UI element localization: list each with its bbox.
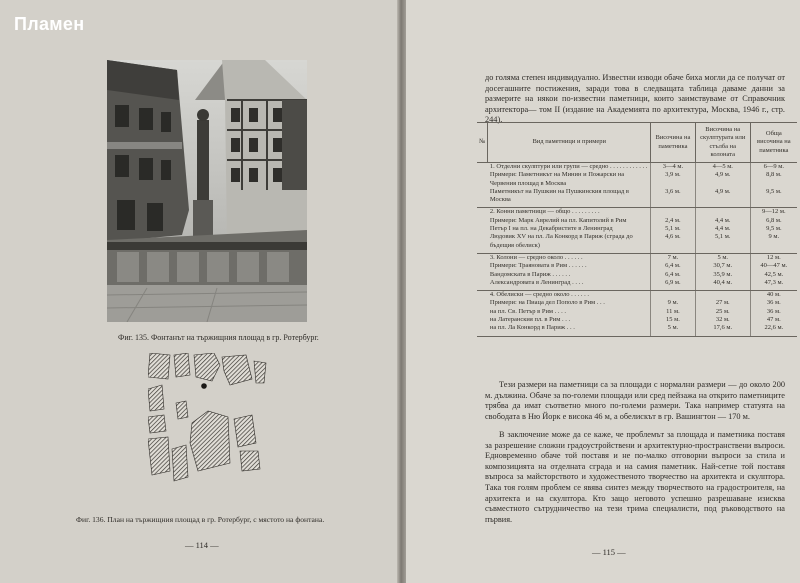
cell-type: Примери: Траяновата в Рим . . . . . . — [489, 262, 587, 270]
table-row — [477, 291, 797, 300]
table-row — [477, 324, 797, 336]
figure-135-caption: Фиг. 135. Фонтанът на тържищния площад в гр. Ротербург. — [118, 333, 319, 342]
header-height-sculpture: Височина на скулптурата или стълба на колоната — [695, 123, 750, 163]
cell-h1: 9 м. — [651, 299, 696, 307]
table-row — [477, 163, 797, 172]
header-type: Вид паметници и примери — [488, 123, 651, 163]
cell-type: Примери: Марк Аврелий на пл. Капитолий в Рим — [489, 216, 627, 224]
cell-h3: 47,3 м. — [750, 279, 797, 291]
table-row — [477, 208, 797, 217]
table-row — [477, 188, 797, 208]
cell-h3: 12 м. — [750, 253, 797, 262]
intro-paragraph: до голяма степен индивидуално. Известни изводи обаче биха могли да се получат от досегашните постижения, заради това в следващата таблица даваме данни за размерите на някои по-известни паметници, които заимствуваме от Справочник архитектора— том II (издание на Академията по архитектура, Москва, 1946 г., стр. 244). — [485, 73, 785, 125]
market-square-plan — [148, 353, 268, 483]
cell-type: на пл. Ла Конкорд в Париж . . . — [488, 324, 651, 336]
cell-h1 — [651, 208, 696, 217]
page-number-left: — 114 — — [185, 540, 219, 550]
cell-h2: 4,4 м. — [695, 217, 750, 225]
table-row — [477, 217, 797, 225]
monuments-table — [477, 122, 797, 337]
cell-h1: 5,1 м. — [651, 225, 696, 233]
table-row — [477, 262, 797, 270]
table-row — [477, 233, 797, 253]
cell-h1: 4,6 м. — [651, 233, 696, 253]
cell-h2: 4,4 м. — [695, 225, 750, 233]
figure-136-caption: Фиг. 136. План на тържищния площад в гр. Ротербург, с мястото на фонтана. — [76, 515, 325, 524]
cell-h1: 6,4 м. — [651, 262, 696, 270]
table-row — [477, 171, 797, 188]
table-row — [477, 253, 797, 262]
cell-h2: 4,9 м. — [695, 188, 750, 208]
header-height-monument: Височина на паметника — [651, 123, 696, 163]
cell-type: на Латеранския пл. в Рим . . . — [489, 316, 571, 324]
cell-h1: 11 м. — [651, 308, 696, 316]
cell-h2 — [695, 291, 750, 300]
cell-h3: 36 м. — [750, 308, 797, 316]
cell-type: Александровата в Ленинград . . . . — [488, 279, 651, 291]
cell-h3: 47 м. — [750, 316, 797, 324]
book-gutter — [397, 0, 406, 583]
cell-h3: 8,8 м. — [750, 171, 797, 188]
body-paragraph-conclusion: В заключение може да се каже, че проблемът за площада и паметника поставя за разрешение сложни градоустройствени и архитектурно-пространствени въпроси. Едновременно обаче той поставя и не по-малко отговорни въпроси за стила и композицията на отделната сграда и на самия паметник. Най-сетне той поставя въпроса за майсторството и художественото творчество на архитекта и скулптора. Така тоя голям проблем се явява синтез между творчеството на градостроителя, на архитекта и на скулптора. Кто защо неговото успешно разрешаване изисква съвместното сътрудничество на тези трима специалисти, под ръководството на първия. — [485, 430, 785, 524]
cell-h3: 6—9 м. — [750, 163, 797, 172]
cell-h2: 27 м. — [695, 299, 750, 307]
cell-type: Людовик XV на пл. Ла Конкорд в Париж (сграда до бъдещия обелиск) — [488, 233, 651, 253]
table-row — [477, 279, 797, 291]
cell-type: Петър I на пл. на Декабристите в Ленинград — [489, 225, 613, 233]
fountain-photo — [107, 60, 307, 322]
cell-type: Вандомската в Париж . . . . . . — [489, 270, 571, 278]
cell-h1: 6,9 м. — [651, 279, 696, 291]
cell-h1: 3,9 м. — [651, 171, 696, 188]
cell-h1: 3,6 м. — [651, 188, 696, 208]
cell-type: Примери: на Пиаца дел Пополо в Рим . . . — [489, 299, 605, 307]
cell-h3: 40—47 м. — [750, 262, 797, 270]
cell-h1: 15 м. — [651, 316, 696, 324]
cell-type: Примери: Паметникът на Минин и Пожарски на Червения площад в Москва — [489, 171, 625, 187]
right-page — [402, 0, 800, 583]
cell-h2: 35,9 м. — [695, 271, 750, 279]
cell-h2: 4—5 м. — [695, 163, 750, 172]
cell-h3: 22,6 м. — [750, 324, 797, 336]
cell-h2: 25 м. — [695, 308, 750, 316]
cell-type: на пл. Св. Петър в Рим . . . . — [489, 307, 567, 315]
cell-h2: 5,1 м. — [695, 233, 750, 253]
table-row — [477, 316, 797, 324]
cell-type: 3. Колони — средно около . . . . . . — [489, 253, 583, 261]
table-row — [477, 299, 797, 307]
table-row — [477, 271, 797, 279]
cell-h3: 42,5 м. — [750, 271, 797, 279]
header-number: № — [477, 123, 488, 163]
cell-h3: 40 м. — [750, 291, 797, 300]
cell-h3: 36 м. — [750, 299, 797, 307]
cell-h3: 9,5 м. — [750, 188, 797, 208]
cell-h2: 5 м. — [695, 253, 750, 262]
cell-type: 4. Обелиски — средно около . . . . . . — [489, 291, 589, 299]
cell-h1: 7 м. — [651, 253, 696, 262]
cell-h3: 9—12 м. — [750, 208, 797, 217]
cell-h2: 40,4 м. — [695, 279, 750, 291]
seller-watermark: Пламен — [14, 14, 85, 34]
cell-h3: 9,5 м. — [750, 225, 797, 233]
cell-type: 1. Отделни скулптури или групи — средно . . . . . . . . . . . . — [489, 163, 648, 170]
cell-h2: 30,7 м. — [695, 262, 750, 270]
table-row — [477, 308, 797, 316]
cell-h1: 2,4 м. — [651, 217, 696, 225]
cell-type: 2. Конни паметници — общо . . . . . . . . . — [489, 208, 600, 216]
body-paragraph-sizes: Тези размери на паметници са за площади с нормални размери — до около 200 м. дължина. Обаче за по-големи площади или сред пейзажа на открито паметниците трябва да имат съответно много по-големи размери. Така например статуята на свободата в Ню Йорк е висока 46 м, а обелискът в гр. Вашингтон — 170 м. — [485, 380, 785, 421]
cell-h2: 32 м. — [695, 316, 750, 324]
cell-h2: 17,6 м. — [695, 324, 750, 336]
table-header-row — [477, 123, 797, 163]
cell-h1: 6,4 м. — [651, 271, 696, 279]
cell-h3: 9 м. — [750, 233, 797, 253]
cell-h3: 6,8 м. — [750, 217, 797, 225]
cell-h1: 3—4 м. — [651, 163, 696, 172]
cell-h2: 4,9 м. — [695, 171, 750, 188]
cell-type: Паметникът на Пушкин на Пушкинския площад в Москва — [488, 188, 651, 208]
cell-h2 — [695, 208, 750, 217]
header-total-height: Обща височина на паметника — [750, 123, 797, 163]
table-row — [477, 225, 797, 233]
cell-h1: 5 м. — [651, 324, 696, 336]
page-number-right: — 115 — — [592, 547, 626, 557]
cell-h1 — [651, 291, 696, 300]
